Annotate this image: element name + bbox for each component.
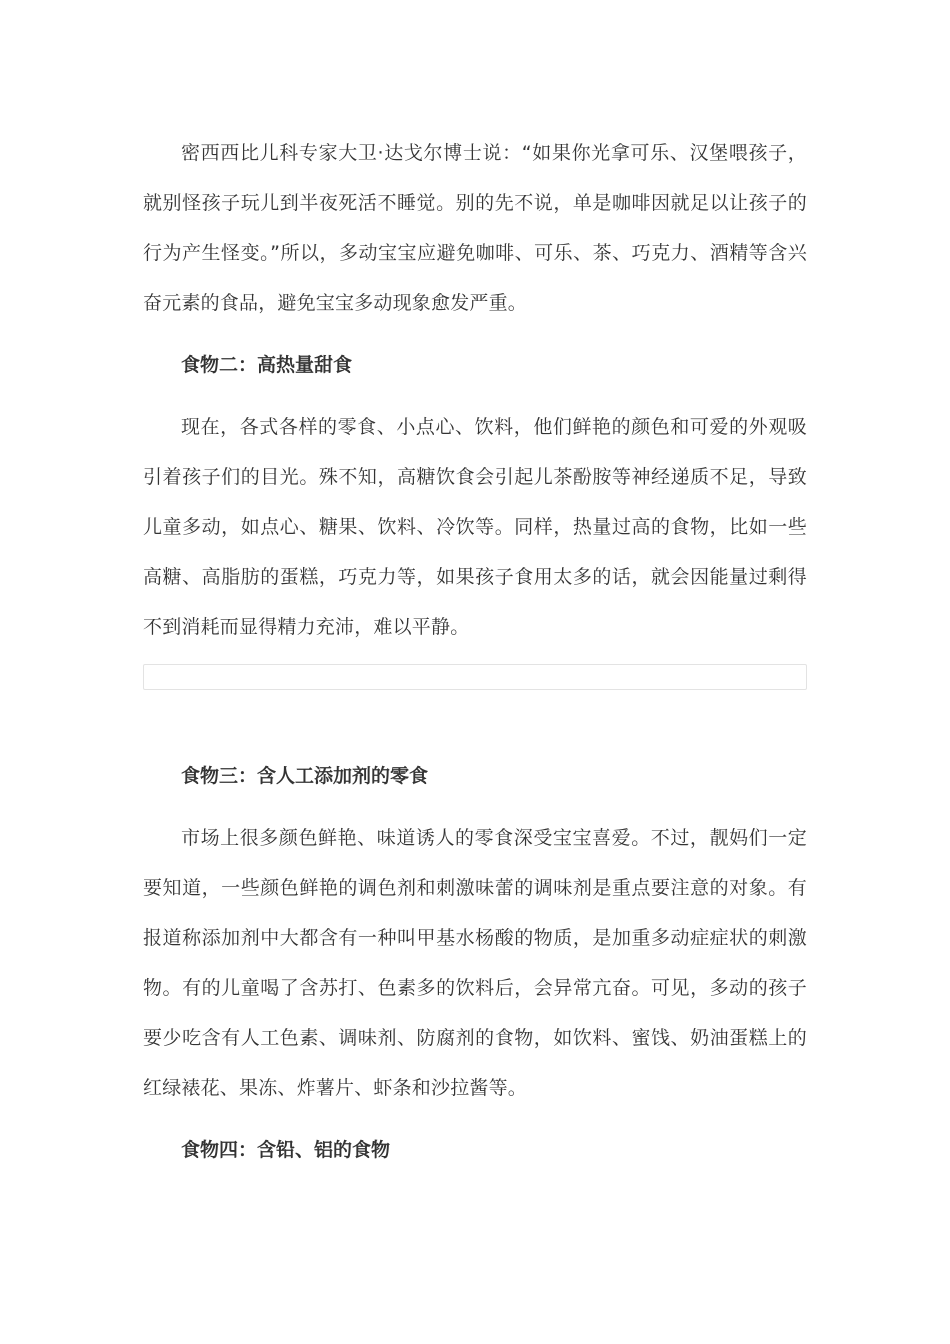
heading-lead-aluminum-food: 食物四：含铅、铝的食物 — [181, 1139, 391, 1161]
heading-artificial-additives: 食物三：含人工添加剂的零食 — [181, 765, 429, 787]
paragraph-artificial-additives: 市场上很多颜色鲜艳、味道诱人的零食深受宝宝喜爱。不过，靓妈们一定要知道，一些颜色鲜艳的调色剂和刺激味蕾的调味剂是重点要注意的对象。有报道称添加剂中大都含有一种叫甲基水杨酸的物质，是加重多动症症状的刺激物。有的儿童喝了含苏打、色素多的饮料后，会异常亢奋。可见，多动的孩子要少吃含有人工色素、调味剂、防腐剂的食物，如饮料、蜜饯、奶油蛋糕上的红绿裱花、果冻、炸薯片、虾条和沙拉酱等。 — [143, 827, 807, 1099]
heading-high-calorie-sweets: 食物二：高热量甜食 — [181, 354, 353, 376]
article-body — [143, 128, 807, 1175]
paragraph-high-calorie-sweets: 现在，各式各样的零食、小点心、饮料，他们鲜艳的颜色和可爱的外观吸引着孩子们的目光。殊不知，高糖饮食会引起儿茶酚胺等神经递质不足，导致儿童多动，如点心、糖果、饮料、冷饮等。同样，热量过高的食物，比如一些高糖、高脂肪的蛋糕，巧克力等，如果孩子食用太多的话，就会因能量过剩得不到消耗而显得精力充沛，难以平静。 — [143, 416, 807, 638]
empty-content-box — [143, 664, 807, 690]
paragraph-caffeine: 密西西比儿科专家大卫·达戈尔博士说：“如果你光拿可乐、汉堡喂孩子，就别怪孩子玩儿到半夜死活不睡觉。别的先不说，单是咖啡因就足以让孩子的行为产生怪变。”所以，多动宝宝应避免咖啡、可乐、茶、巧克力、酒精等含兴奋元素的食品，避免宝宝多动现象愈发严重。 — [143, 142, 807, 314]
